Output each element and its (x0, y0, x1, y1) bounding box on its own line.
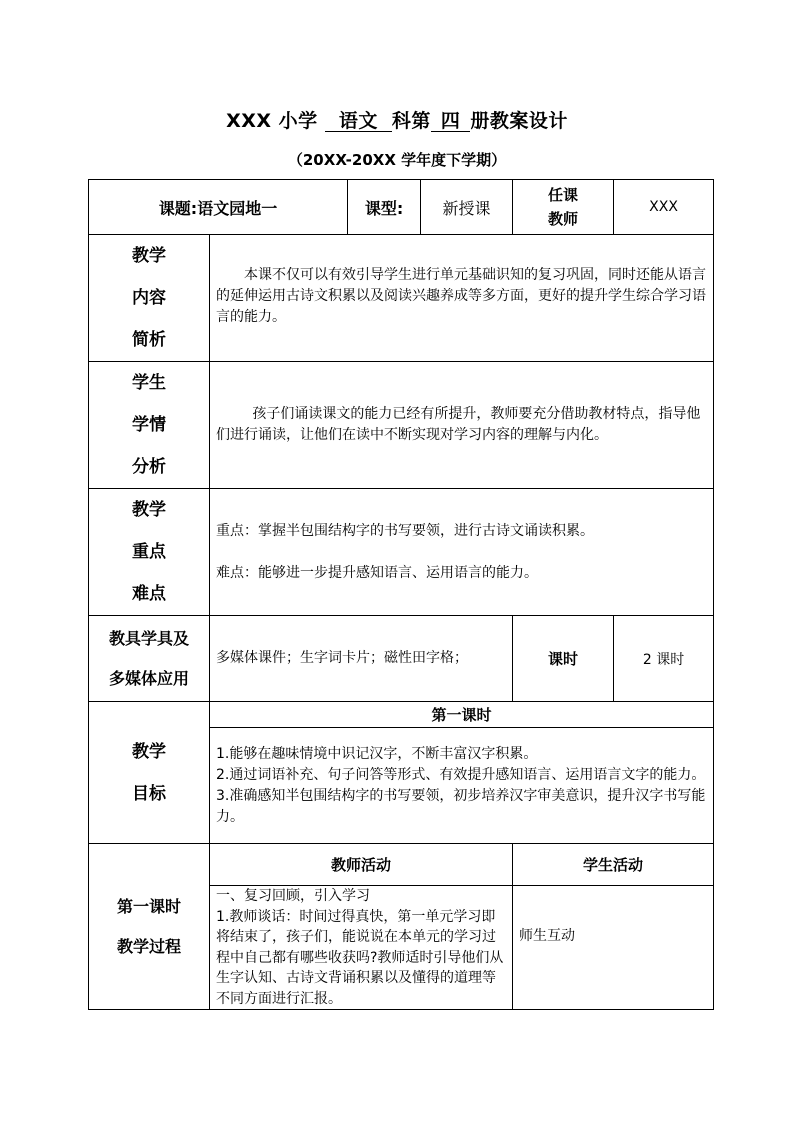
title-tail: 册教案设计 (470, 110, 568, 132)
topic-cell (89, 180, 348, 235)
content-summary-label: 教学 内容 简析 (89, 235, 210, 362)
title-school: XXX 小学 (226, 110, 318, 132)
teacher-activity-header: 教师活动 (210, 844, 513, 886)
content-summary-text: 本课不仅可以有效引导学生进行单元基础识知的复习巩固，同时还能从语言的延伸运用古诗文积累以及阅读兴趣养成等多方面，更好的提升学生综合学习语言的能力。 (210, 235, 714, 362)
teacher-activity-cell (210, 886, 513, 1010)
teacher-value: XXX (614, 180, 714, 235)
hours-label: 课时 (513, 616, 614, 702)
process-label: 第一课时 教学过程 (89, 844, 210, 1010)
document-title (0, 106, 794, 133)
teacher-activity-heading: 一、复习回顾，引入学习 (216, 888, 370, 904)
teacher-label-1: 任课 (548, 186, 579, 204)
student-analysis-text: 孩子们诵读课文的能力已经有所提升，教师要充分借助教材特点，指导他们进行诵读，让他们在读中不断实现对学习内容的理解与内化。 (210, 362, 714, 489)
title-subject: 语文 (325, 111, 392, 132)
teacher-label (513, 180, 614, 235)
tools-row (89, 616, 714, 702)
process-header-row (89, 844, 714, 886)
topic-value: 语文园地一 (197, 198, 278, 218)
title-book: 四 (431, 111, 471, 132)
lesson-plan-table (88, 179, 714, 1010)
type-label: 课型: (348, 180, 421, 235)
tools-value: 多媒体课件；生字词卡片；磁性田字格； (210, 616, 513, 702)
student-activity-cell: 师生互动 (513, 886, 714, 1010)
tools-label: 教具学具及 多媒体应用 (89, 616, 210, 702)
key-points-label: 教学 重点 难点 (89, 489, 210, 616)
objectives-header-row (89, 702, 714, 728)
objectives-label: 教学 目标 (89, 702, 210, 844)
info-row (89, 180, 714, 235)
topic-label: 课题: (158, 198, 198, 218)
teacher-activity-text: 1.教师谈话：时间过得真快，第一单元学习即将结束了，孩子们，能说说在本单元的学习过程中自己都有哪些收获吗?教师适时引导他们从生字认知、古诗文背诵积累以及懂得的道理等不同方面进行汇报。 (216, 908, 504, 1007)
difficulty-text: 难点：能够进一步提升感知语言、运用语言的能力。 (216, 564, 538, 581)
hours-value: 2 课时 (614, 616, 714, 702)
student-activity-header: 学生活动 (513, 844, 714, 886)
title-ke-di: 科第 (391, 110, 431, 132)
student-analysis-row (89, 362, 714, 489)
type-value: 新授课 (421, 180, 513, 235)
content-summary-row (89, 235, 714, 362)
objective-item: 1.能够在趣味情境中识记汉字，不断丰富汉字积累。 (216, 745, 538, 762)
objective-item: 2.通过词语补充、句子问答等形式、有效提升感知语言、运用语言文字的能力。 (216, 766, 706, 783)
key-points-row (89, 489, 714, 616)
student-analysis-label: 学生 学情 分析 (89, 362, 210, 489)
objective-item: 3.准确感知半包围结构字的书写要领，初步培养汉字审美意识，提升汉字书写能力。 (216, 787, 706, 825)
objectives-period: 第一课时 (210, 702, 714, 728)
key-point-text: 重点：掌握半包围结构字的书写要领，进行古诗文诵读积累。 (216, 522, 594, 539)
document-subtitle: （20XX-20XX 学年度下学期） (287, 151, 507, 169)
teacher-label-2: 教师 (548, 210, 579, 228)
key-points-cell (210, 489, 714, 616)
objectives-list (210, 728, 714, 844)
